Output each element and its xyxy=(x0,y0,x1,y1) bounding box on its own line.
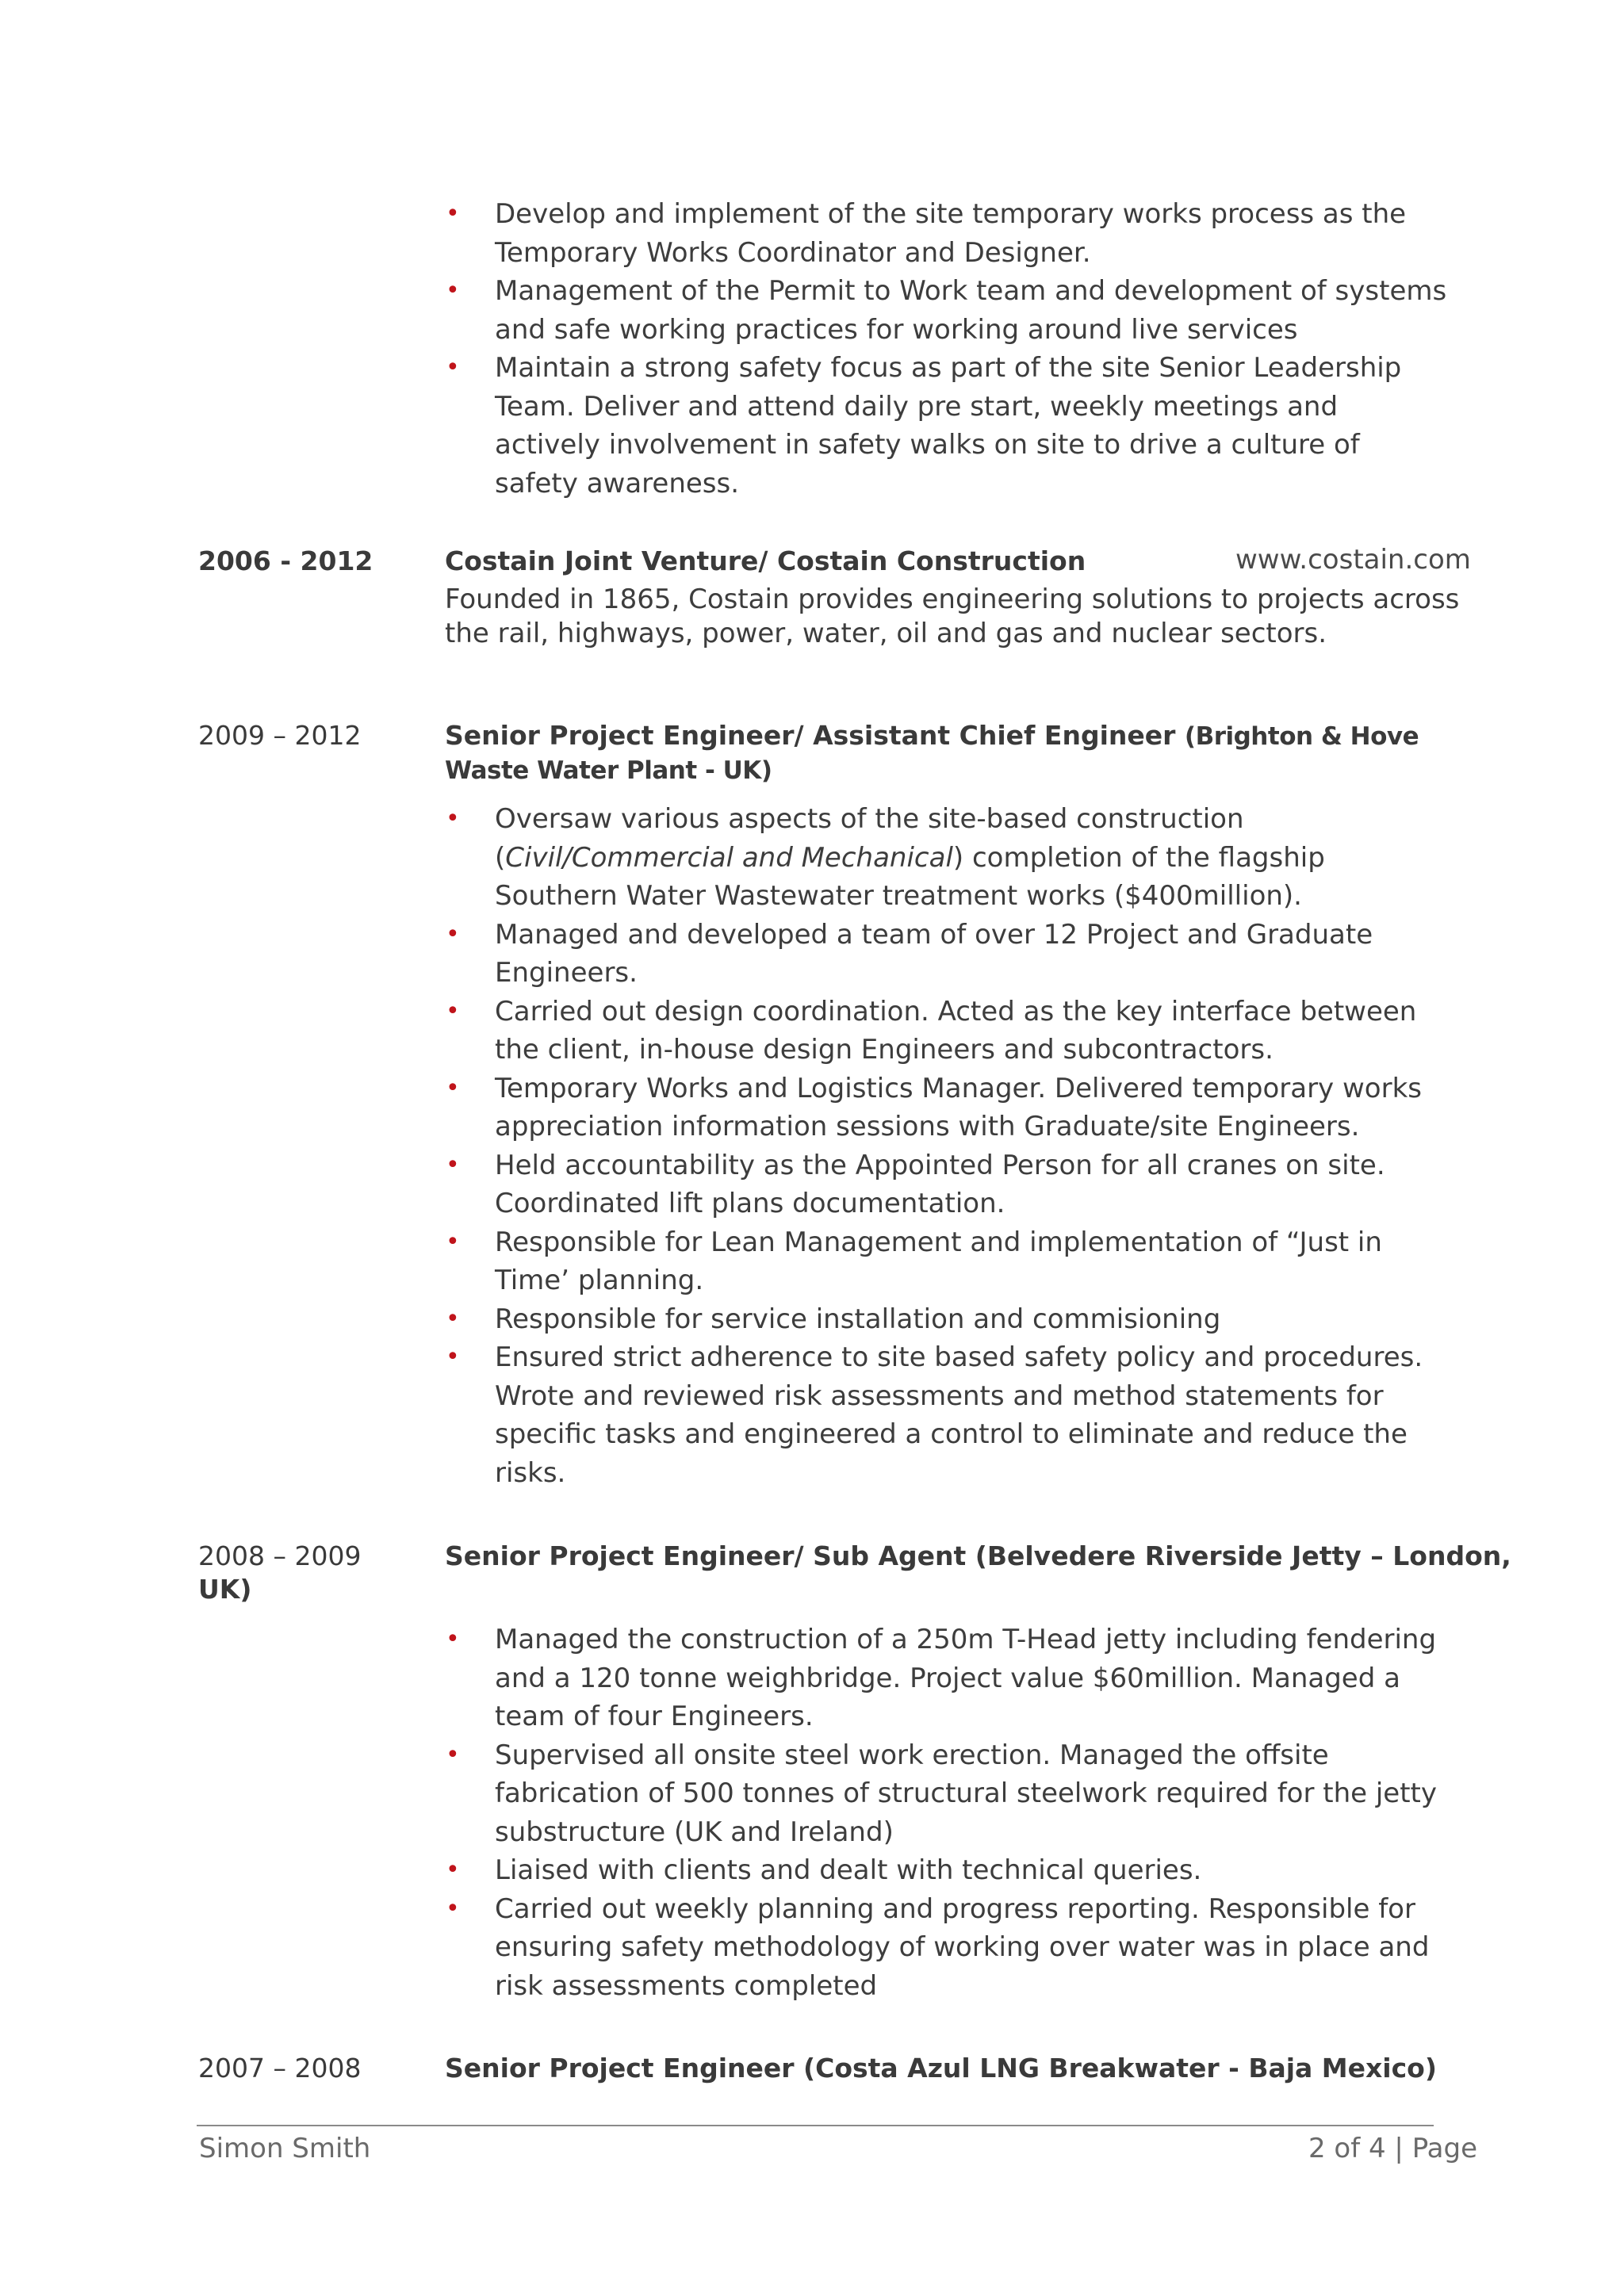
bullet-icon: • xyxy=(446,1625,460,1653)
list-item: • Management of the Permit to Work team and development of systems and safe working practices for working around live services xyxy=(444,272,1451,349)
list-item: • Held accountability as the Appointed Person for all cranes on site. Coordinated lift plans documentation. xyxy=(444,1146,1451,1223)
role2-dates: 2008 – 2009 xyxy=(198,1540,362,1571)
bullet-icon: • xyxy=(446,920,460,948)
role2-title-overflow: UK) xyxy=(198,1574,252,1605)
bullet-icon: • xyxy=(446,805,460,832)
role1-bullet-list xyxy=(444,800,1451,1492)
list-item: • Carried out weekly planning and progress reporting. Responsible for ensuring safety methodology of working over water was in place and risk assessments completed xyxy=(444,1890,1451,2006)
bullet-icon: • xyxy=(446,354,460,381)
role1-title: Senior Project Engineer/ Assistant Chief Engineer (Brighton & Hove Waste Water Plant - UK) xyxy=(445,720,1419,785)
list-item: • Responsible for service installation and commisioning xyxy=(444,1300,1451,1339)
bullet-icon: • xyxy=(446,997,460,1025)
role3-title: Senior Project Engineer (Costa Azul LNG Breakwater - Baja Mexico) xyxy=(445,2053,1437,2084)
role1-dates: 2009 – 2012 xyxy=(198,720,362,751)
list-item: • Supervised all onsite steel work erection. Managed the offsite fabrication of 500 tonnes of structural steelwork required for the jetty substructure (UK and Ireland) xyxy=(444,1736,1451,1852)
list-item: • Oversaw various aspects of the site-based construction (Civil/Commercial and Mechanical) completion of the flagship Southern Water Wastewater treatment works ($400million). xyxy=(444,800,1451,916)
company-name: Costain Joint Venture/ Costain Construction xyxy=(445,545,1086,576)
company-dates: 2006 - 2012 xyxy=(198,545,373,576)
bullet-icon: • xyxy=(446,277,460,304)
bullet-icon: • xyxy=(446,1856,460,1884)
list-item: • Temporary Works and Logistics Manager. Delivered temporary works appreciation information sessions with Graduate/site Engineers. xyxy=(444,1070,1451,1146)
role2-title: Senior Project Engineer/ Sub Agent (Belvedere Riverside Jetty – London, xyxy=(445,1540,1511,1571)
bullet-icon: • xyxy=(446,1150,460,1179)
list-item: • Managed the construction of a 250m T-Head jetty including fendering and a 120 tonne weighbridge. Project value $60million. Managed a team of four Engineers. xyxy=(444,1621,1451,1736)
footer-name: Simon Smith xyxy=(199,2133,371,2164)
role2-bullet-list xyxy=(444,1621,1451,2005)
list-item: • Managed and developed a team of over 12 Project and Graduate Engineers. xyxy=(444,916,1451,993)
bullet-icon: • xyxy=(446,200,460,228)
list-item: • Carried out design coordination. Acted as the key interface between the client, in-house design Engineers and subcontractors. xyxy=(444,993,1451,1070)
bullet-icon: • xyxy=(446,1227,460,1256)
footer-page-number: 2 of 4 | Page xyxy=(1308,2133,1477,2164)
list-item: • Responsible for Lean Management and implementation of “Just in Time’ planning. xyxy=(444,1223,1451,1300)
bullet-icon: • xyxy=(446,1343,460,1371)
bullet-icon: • xyxy=(446,1740,460,1769)
list-item: • Maintain a strong safety focus as part of the site Senior Leadership Team. Deliver and attend daily pre start, weekly meetings and actively involvement in safety walks on site to drive a culture of safety awareness. xyxy=(444,349,1451,503)
list-item: • Liaised with clients and dealt with technical queries. xyxy=(444,1851,1451,1890)
bullet-icon: • xyxy=(446,1894,460,1923)
company-description: Founded in 1865, Costain provides engineering solutions to projects across the rail, highways, power, water, oil and gas and nuclear sectors. xyxy=(445,584,1460,649)
bullet-icon: • xyxy=(446,1073,460,1102)
list-item: • Ensured strict adherence to site based safety policy and procedures. Wrote and reviewed risk assessments and method statements for specific tasks and engineered a control to eliminate and reduce the risks. xyxy=(444,1338,1451,1492)
company-website: www.costain.com xyxy=(1235,544,1471,576)
bullet-icon: • xyxy=(446,1304,460,1333)
intro-bullet-list xyxy=(444,195,1451,503)
list-item: • Develop and implement of the site temporary works process as the Temporary Works Coordinator and Designer. xyxy=(444,195,1451,272)
footer-divider xyxy=(197,2125,1434,2126)
role3-dates: 2007 – 2008 xyxy=(198,2053,362,2084)
